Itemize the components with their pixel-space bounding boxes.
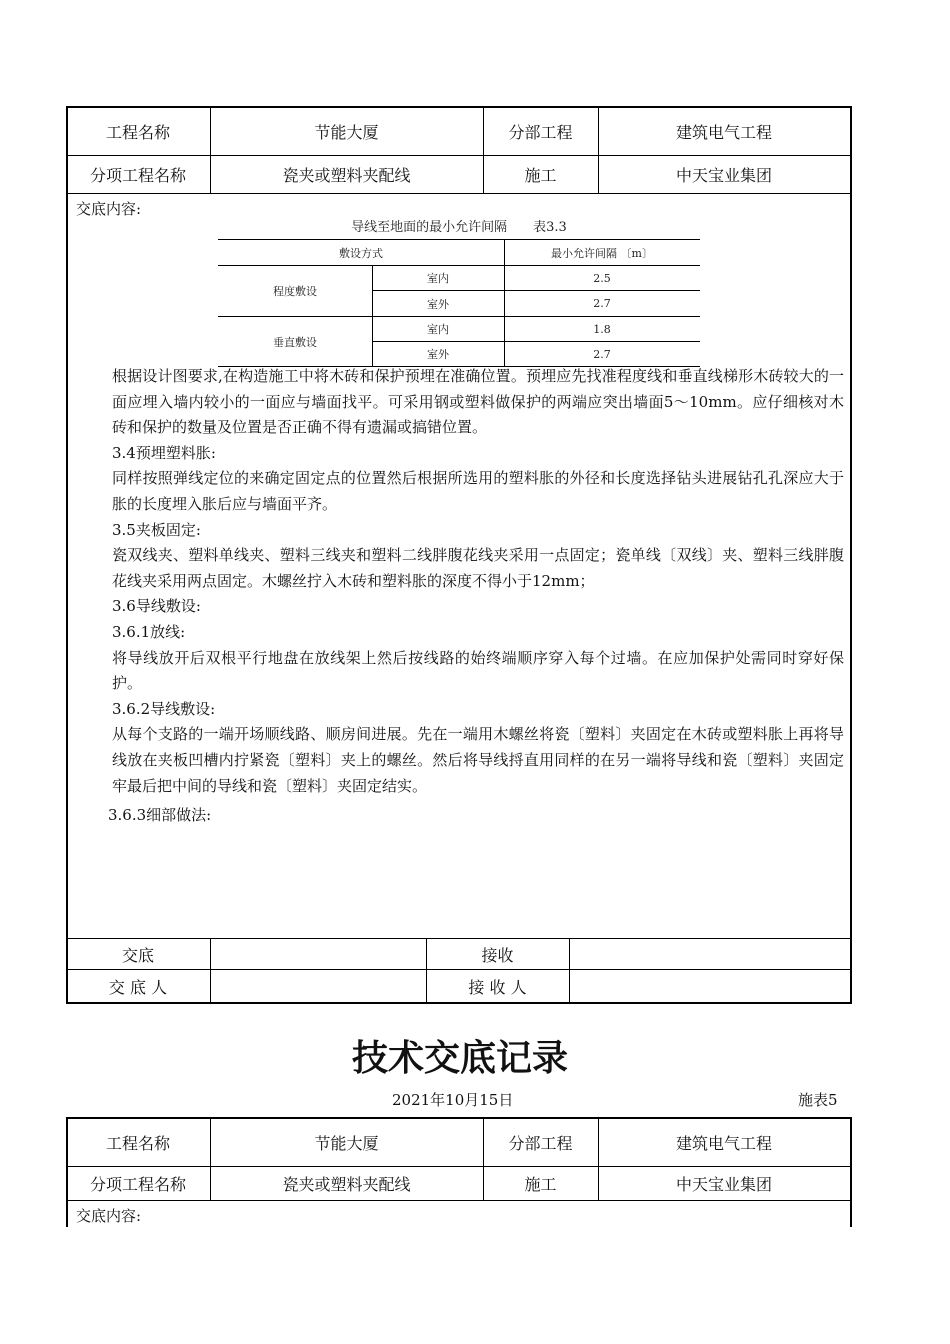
inner-table-col1-header: 敷设方式 (339, 246, 383, 260)
inner-table-value: 1.8 (593, 322, 611, 336)
receive-person-label: 接 收 人 (468, 977, 527, 997)
procedure-text (108, 364, 844, 829)
inner-table-group-2: 垂直敷设 (273, 335, 317, 349)
inner-table-value: 2.7 (593, 297, 611, 310)
inner-table-place: 室内 (427, 323, 449, 336)
document-title: 技术交底记录 (351, 1038, 568, 1079)
subitem-value: 瓷夹或塑料夹配线 (282, 166, 411, 185)
heading-3-6-3: 3.6.3细部做法: (108, 806, 212, 825)
subitem-value: 瓷夹或塑料夹配线 (282, 1175, 411, 1194)
paragraph-plastic-anchor: 同样按照弹线定位的来确定固定点的位置然后根据所选用的塑料胀的外径和长度选择钻头进展钻孔孔深应大于胀的长度埋入胀后应与墙面平齐。 (112, 469, 844, 513)
footer-col-3 (569, 938, 570, 1004)
heading-3-6-2: 3.6.2导线敷设: (112, 699, 216, 718)
inner-table-col2-header: 最小允许间隔 〔m〕 (551, 246, 653, 260)
inner-table-caption: 导线至地面的最小允许间隔 表3.3 (351, 219, 567, 235)
division-value: 建筑电气工程 (675, 123, 772, 142)
paragraph-clamp-fixing: 瓷双线夹、塑料单线夹、塑料三线夹和塑料二线胖腹花线夹采用一点固定；瓷单线〔双线〕夹、塑料三线胖腹花线夹采用两点固定。木螺丝拧入木砖和塑料胀的深度不得小于12mm； (112, 546, 844, 590)
project-name-label: 工程名称 (105, 123, 170, 142)
subitem-label: 分项工程名称 (89, 166, 186, 185)
header-divider-2 (66, 193, 852, 194)
heading-3-6-1: 3.6.1放线: (112, 622, 186, 641)
paragraph-embedding: 根据设计图要求,在构造施工中将木砖和保护预埋在准确位置。预埋应先找准程度线和垂直线梯形木砖较大的一面应埋入墙内较小的一面应与墙面找平。可采用钢或塑料做保护的两端应突出墙面5～10mm。应仔细核对木砖和保护的数量及位置是否正确不得有遗漏或搞错位置。 (112, 367, 844, 437)
content-label: 交底内容: (76, 200, 142, 218)
inner-table-value: 2.5 (593, 271, 611, 285)
inner-table-group-1: 程度敷设 (273, 285, 317, 298)
paragraph-wire-laying-out: 将导线放开后双根平行地盘在放线架上然后按线路的始终端顺序穿入每个过墙。在应加保护处需同时穿好保护。 (112, 648, 844, 693)
paragraph-wire-installation: 从每个支路的一端开场顺线路、顺房间进展。先在一端用木螺丝将瓷〔塑料〕夹固定在木砖或塑料胀上再将导线放在夹板凹槽内拧紧瓷〔塑料〕夹上的螺丝。然后将导线捋直用同样的在另一端将导线和瓷〔塑料〕夹固定牢最后把中间的导线和瓷〔塑料〕夹固定结实。 (112, 725, 844, 795)
form-number: 施表5 (798, 1091, 838, 1109)
handover-person-label: 交 底 人 (108, 977, 168, 997)
content-label: 交底内容: (76, 1207, 142, 1225)
heading-3-5: 3.5夹板固定: (112, 520, 201, 539)
division-label: 分部工程 (508, 123, 573, 142)
construction-value: 中天宝业集团 (675, 1175, 772, 1194)
construction-label: 施工 (524, 1175, 557, 1194)
inner-table-place: 室外 (427, 297, 449, 311)
heading-3-6: 3.6导线敷设: (112, 597, 201, 616)
document-date: 2021年10月15日 (392, 1091, 514, 1109)
inner-table-value: 2.7 (593, 347, 611, 361)
inner-table-place: 室外 (427, 348, 449, 361)
construction-value: 中天宝业集团 (675, 166, 772, 185)
handover-label: 交底 (121, 945, 154, 965)
header2-divider-2 (66, 1200, 852, 1201)
receive-label: 接收 (481, 945, 514, 965)
division-label: 分部工程 (508, 1134, 573, 1153)
heading-3-4: 3.4预埋塑料胀: (112, 443, 216, 462)
subitem-label: 分项工程名称 (89, 1175, 186, 1194)
project-name-value: 节能大厦 (314, 1134, 379, 1153)
division-value: 建筑电气工程 (675, 1134, 772, 1153)
construction-label: 施工 (524, 166, 557, 185)
footer-col-1 (210, 938, 211, 1004)
inner-table-place: 室内 (427, 272, 449, 285)
project-name-value: 节能大厦 (314, 123, 379, 142)
project-name-label: 工程名称 (105, 1134, 170, 1153)
